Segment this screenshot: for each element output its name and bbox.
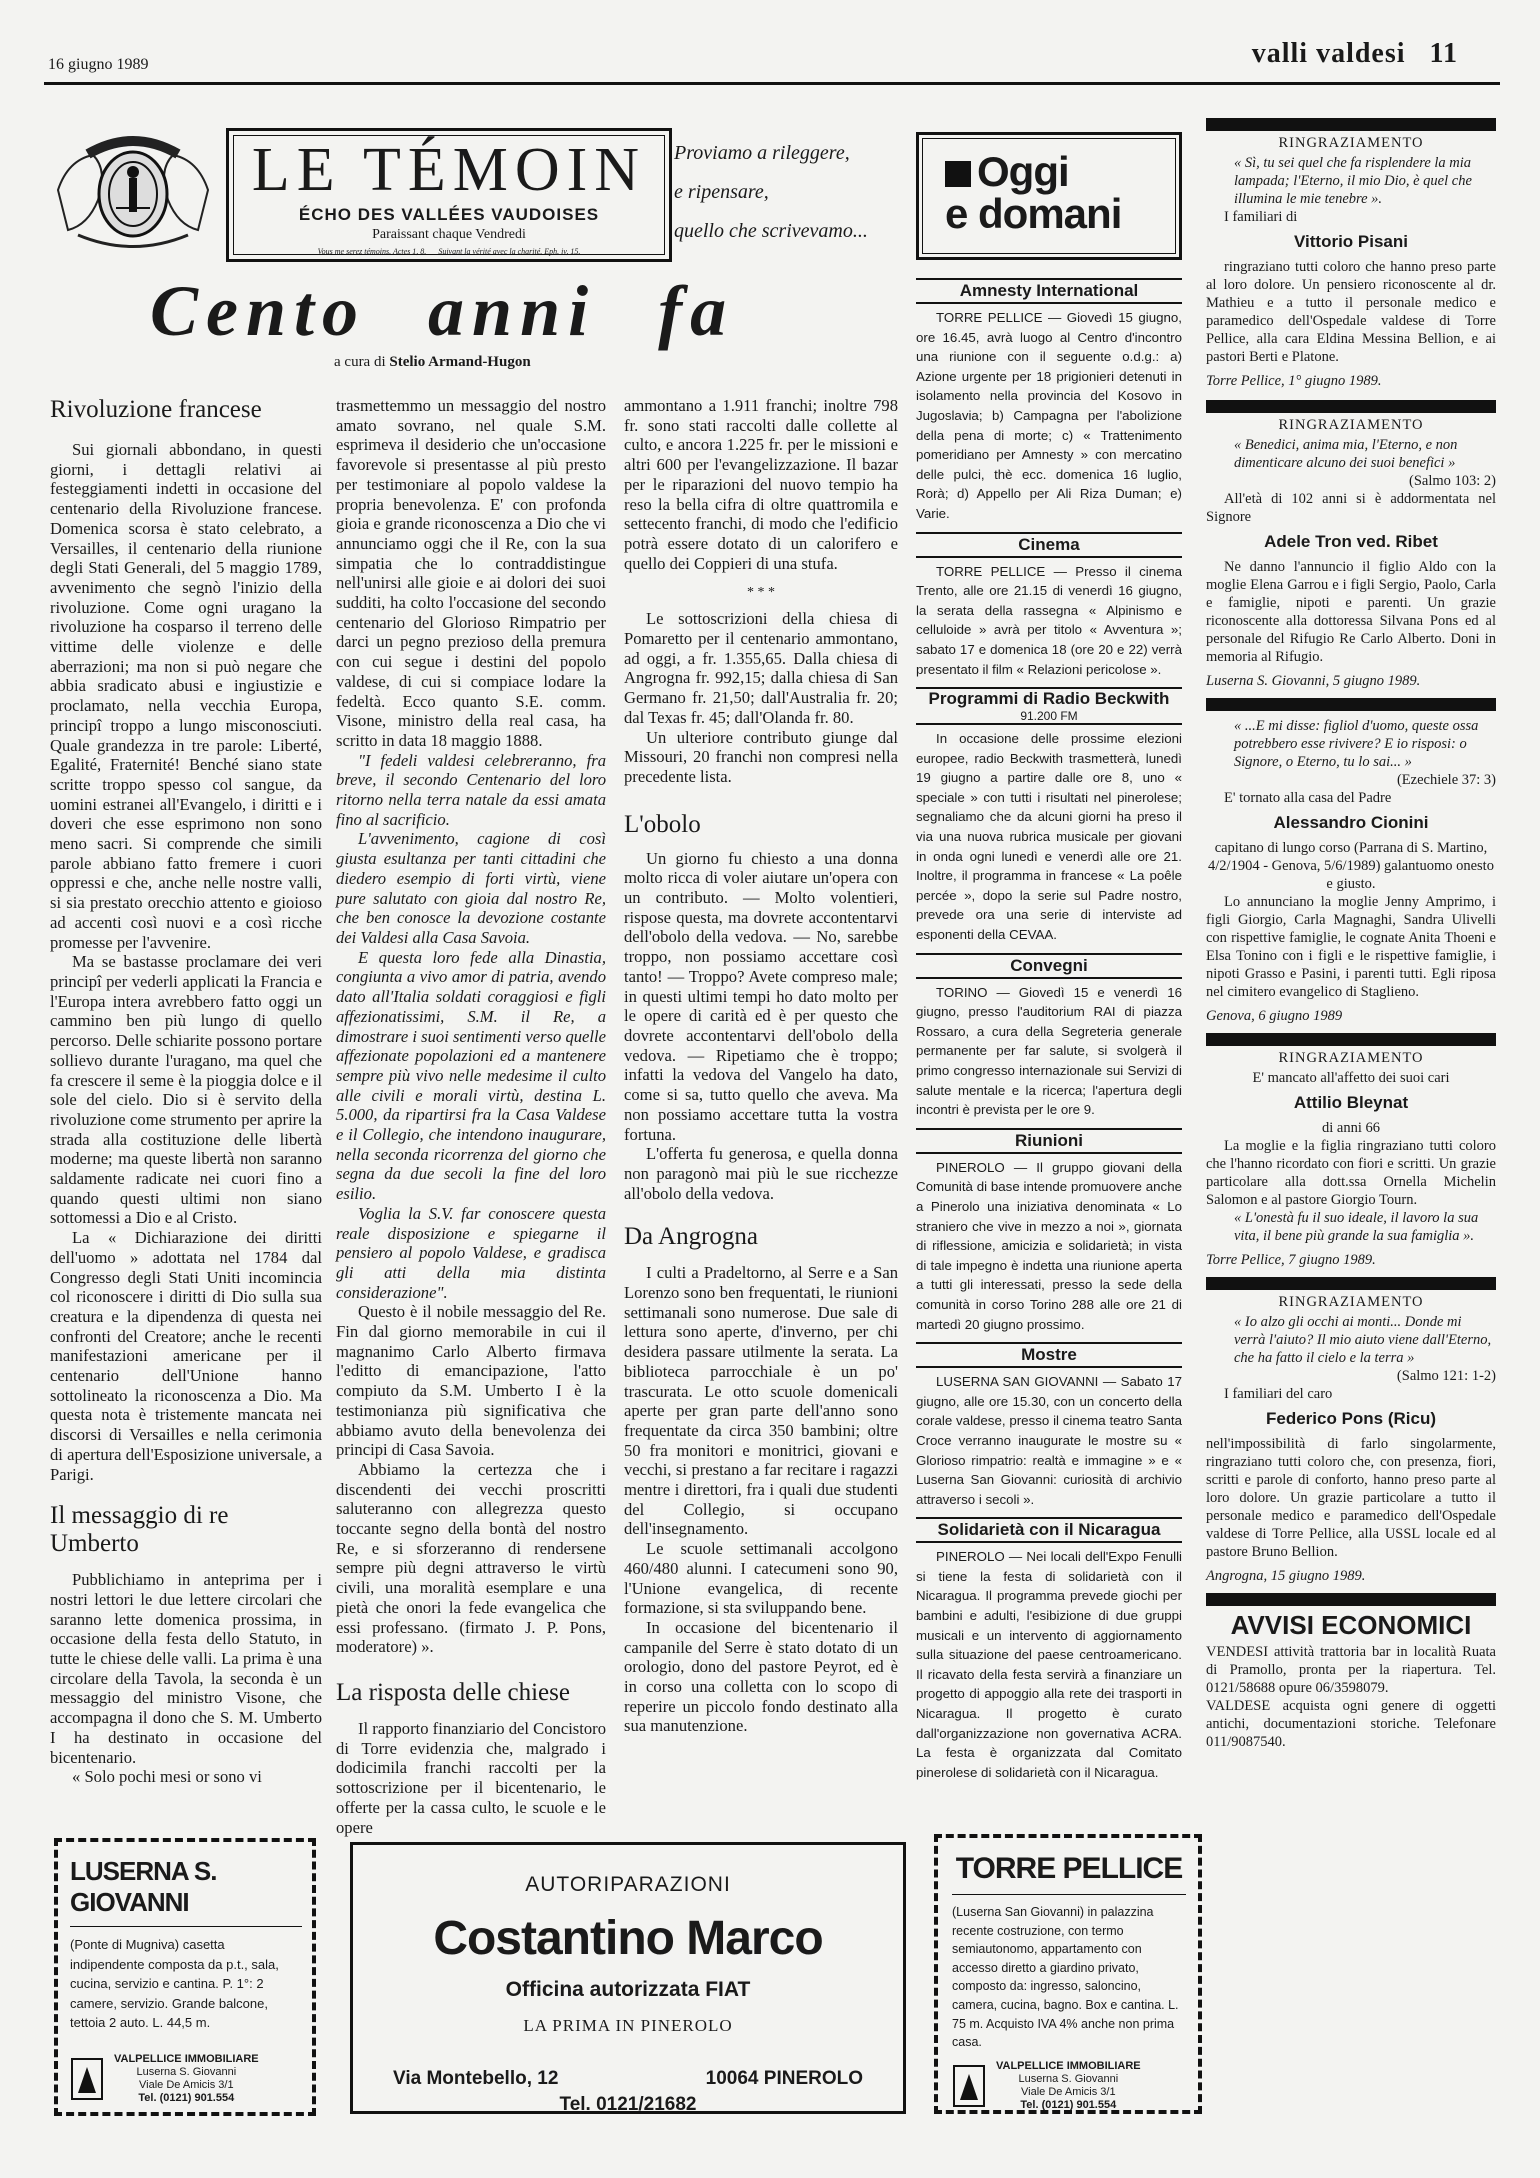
classified-ad: VALDESE acquista ogni genere di oggetti antichi, documentazioni storiche. Telefonare 011/9087540. [1206,1698,1496,1750]
agency-tel: Tel. (0121) 901.554 [1020,2098,1117,2111]
agency-addr2: Viale De Amicis 3/1 [139,2078,234,2091]
byline [334,354,531,371]
notice-signature: Torre Pellice, 7 giugno 1989. [1206,1252,1376,1268]
radio-frequency: 91.200 FM [1020,709,1078,724]
ad-title: LUSERNA S. GIOVANNI [70,1856,217,1917]
temoin-subtitle2: Paraissant chaque Vendredi [372,227,526,242]
ad-rule [952,1894,1186,1895]
notice-bar [1206,1033,1496,1046]
quote-paragraph: "I fedeli valdesi celebreranno, fra breve, il secondo Centenario del loro ritorno nella terra natale da essi amata fino al sacrificio. [336,750,606,829]
le-temoin-masthead [226,128,672,262]
temoin-seal-emblem [48,130,218,258]
notice-bar [1206,1277,1496,1290]
notice-signature: Torre Pellice, 1° giugno 1989. [1206,373,1382,389]
proviamo-line: Proviamo a rileggere, [674,142,850,164]
notice-heading: RINGRAZIAMENTO [1278,1050,1424,1066]
headline: Cento anni fa [150,271,735,351]
notice-intro: E' tornato alla casa del Padre [1224,790,1392,806]
byline-prefix: a cura di [334,354,386,370]
agency-name: VALPELLICE IMMOBILIARE [114,2052,259,2065]
notice-age: di anni 66 [1322,1120,1380,1136]
notice-bar [1206,118,1496,131]
ad-address-row [353,2068,903,2090]
column-2 [336,396,606,1837]
notice-bar [1206,1593,1496,1606]
agency-logo-icon [952,2064,986,2108]
notice-quote: « Benedici, anima mia, l'Eterno, e non dimenticare alcuno dei suoi benefici » [1234,437,1458,471]
article-paragraph: Un ulteriore contributo giunge dal Missouri, 20 franchi non compresi nella precedente lista. [624,727,898,786]
ad-rule [70,1926,302,1927]
event-text: TORRE PELLICE — Giovedì 15 giugno, ore 16.45, avrà luogo al Centro d'incontro una riunione con il seguente o.d.g.: a) Azione urgente per 18 prigionieri detenuti in isolamento nella provincia del Kosovo in Jugoslavia; b) Campagna per l'abolizione della pena di morte; c) « Trattenimento pomeridiano per Amnesty » con mercatino delle pulci, thè ecc. domenica 16 luglio, Rorà; d) Appello per Ali Riza Duman; e) Varie. [916,310,1182,521]
notice-intro: All'età di 102 anni si è addormentata nel Signore [1206,491,1496,525]
notice-heading: RINGRAZIAMENTO [1278,417,1424,433]
agency-block [70,2053,302,2105]
notice-ref: (Ezechiele 37: 3) [1396,772,1496,788]
article-paragraph: I culti a Pradeltorno, al Serre e a San Lorenzo sono ben frequentati, le riunioni settimanali sono numerose. Due sale di lettura sono aperte, d'inverno, per chi desidera passare utilmente la serata. La biblioteca parrocchiale è un po' trascurata. Le otto scuole domenicali aperte per gran parte dell'anno sono frequentate da circa 350 bambini; oltre 50 fra monitori e monitrici, giovani e vecchi, si prestano a far recitare i ragazzi mentre i direttori, fra i quali due studenti del Collegio, si occupano dell'insegnamento. [624,1263,898,1539]
event-heading: Programmi di Radio Beckwith [928,689,1170,709]
agency-info [114,2053,259,2105]
notice-signature: Genova, 6 giugno 1989 [1206,1008,1343,1024]
notice-intro: I familiari di [1224,209,1298,225]
proviamo-line: quello che scrivevamo... [674,220,868,242]
ad-city: 10064 PINEROLO [705,2068,863,2089]
notice-name: Federico Pons (Ricu) [1265,1409,1437,1428]
column-3 [624,396,898,1736]
notice-text: Ne danno l'annuncio il figlio Aldo con la moglie Elena Garrou e i figli Sergio, Paolo, Carla e famiglie, nipoti e parenti. Un grazie riconoscente alla dottoressa Silvana Pons ed al personale del Rifugio Re Carlo Alberto. Doni in memoria al Rifugio. [1206,559,1496,665]
agency-block [952,2060,1186,2112]
event-text: PINEROLO — Il gruppo giovani della Comunità di base intende promuovere anche a Pinerolo una iniziativa denominata « Lo straniero che vive in mezzo a noi », giornata di riflessione, amicizia e solidarietà; in vista di tale impegno è indetta una riunione aperta a tutti gli interessati, presso la sede della comunità in corso Torino 288 alle ore 21 di martedì 20 giugno prossimo. [916,1159,1182,1332]
ad-text: (Ponte di Mugniva) casetta indipendente composta da p.t., sala, cucina, servizio e cantina. P. 1°: 2 camere, servizio. Grande balcone, tettoia 2 auto. L. 44,5 m. [70,1937,279,2031]
ad-tel: Tel. 0121/21682 [559,2094,697,2115]
radio-heading-block [916,687,1182,725]
article-paragraph: trasmettemmo un messaggio del nostro amato sovrano, nel quale S.M. esprimeva il desiderio che un'occasione favorevole si presentasse al più presto per testimoniare al popolo valdese la propria benevolenza. E' con profonda gioia e grande riconoscenza a Dio che vi annunciamo oggi che il Re, con la sua simpatia che lo contraddistingue nell'unirsi alle gioie e ai dolori dei suoi sudditi, ha colto l'occasione del secondo centenario del Glorioso Rimpatrio per darci un pegno prezioso della premura con cui segue i destini del popolo valdese, di cui si compiace lodare la fedeltà. Ecco quanto S.E. comm. Visone, ministro della real casa, ha scritto in data 18 maggio 1888. [336,396,606,750]
event-heading: Solidarietà con il Nicaragua [916,1517,1182,1543]
notice-name: Alessandro Cionini [1273,813,1429,832]
temoin-subtitle: ÉCHO DES VALLÉES VAUDOISES [298,205,600,224]
notice-text: nell'impossibilità di farlo singolarmente, ringraziano tutti coloro che, con presenza, fiori, scritti e parole di conforto, hanno preso parte al loro dolore. Un grazie particolare a tutto il personale medico e paramedico dell'Ospedale valdese di Torre Pellice, alla USSL locale ed al pastore Bruno Bellion. [1206,1436,1496,1560]
notice-intro: E' mancato all'affetto dei suoi cari [1252,1070,1450,1086]
ad-business-name: Costantino Marco [433,1912,823,1965]
article-paragraph: Pubblichiamo in anteprima per i nostri lettori le due lettere circolari che saranno lette domenica prossima, in occasione della festa dello Statuto, in tutte le chiese delle valli. La prima è una circolare della Tavola, la seconda è un messaggio del ministro Visone, che accompagna il dono che S. M. Umberto I ha destinato in occasione del bicentenario. [50,1570,322,1767]
notice-quote: « L'onestà fu il suo ideale, il lavoro la sua vita, il bene più grande la sua famiglia ». [1234,1210,1479,1244]
oggi-e-domani-logo [916,132,1182,260]
event-text: In occasione delle prossime elezioni europee, radio Beckwith trasmetterà, lunedì 19 giugno a partire dalle ore 8, uno « speciale » con tutti i risultati nel pinerolese; segnaliamo che da alcuni giorni ha preso il via una nuova rubrica musicale per giovani in onda ogni lunedì e venerdì alle ore 21. Inoltre, il programma in francese « La poêle percée », dopo la serie sul Padre nostro, prevede ora una serie di interviste ad esponenti della CEVAA. [916,731,1182,943]
quote-paragraph: L'avvenimento, cagione di così giusta esultanza per tanti cittadini che diedero esempio di forti virtù, viene pure salutato con gioia dal nostro Re, che ben conosce la devozione costante dei Valdesi alla Casa Savoia. [336,829,606,947]
notice-quote: « Io alzo gli occhi ai monti... Donde mi verrà l'aiuto? Il mio aiuto viene dall'Eterno, che ha fatto il cielo e la terra » [1234,1314,1492,1366]
event-heading: Riunioni [916,1128,1182,1154]
article-paragraph: Un giorno fu chiesto a una donna molto ricca di voler aiutare un'opera con un contributo. — Molto volentieri, rispose questa, ma dovrete accontentarvi dell'obolo della vedova. — No, sarebbe troppo, non possiamo accettare così tanto! — Troppo? Avete compreso male; in questi ultimi tempi ho dato molto per le opere di carità ed è per questo che dovrete accontentarvi dell'obolo della vedova. — Ripetiamo che è troppo; infatti la vedova del Vangelo ha dato, come si sa, tutto quello che aveva. Ma non possiamo accettare tutta la vostra fortuna. [624,848,898,1144]
temoin-foot-left: Vous me serez témoins. Actes 1, 8. [317,247,427,256]
publication-name: valli valdesi [1251,38,1406,69]
quote-paragraph: E questa loro fede alla Dinastia, congiunta a vivo amor di patria, avendo dato all'Italia soldati coraggiosi e figli affezionatissimi, S.M. il Re, a dimostrare i suoi sentimenti verso quelle affezionate popolazioni ed a mantenere sempre più vivo nelle medesime il culto alle civili e morali virtù, destina L. 5.000, da ripartirsi fra la Casa Valdese e il Collegio, che intendono inaugurare, nella seconda ricorrenza del giorno che segna da due secoli la fine del loro esilio. [336,947,606,1204]
ad-costantino [350,1842,906,2114]
article-paragraph: Questo è il nobile messaggio del Re. Fin dal giorno memorabile in cui il magnanimo Carlo Alberto firmava l'editto di emancipazione, l'atto compiuto da S.M. Umberto I è la testimonianza più significativa che abbiamo avuto della benevolenza dei principi di Casa Savoia. [336,1302,606,1460]
agency-addr2: Viale De Amicis 3/1 [1021,2085,1116,2098]
article-paragraph: Ma se bastasse proclamare dei veri principî per vederli applicati la Francia e l'Europa intera avrebbero fatto oggi un cammino ben più lungo di quello percorso. Delle schiarite possono portare sollievo durante l'uragano, ma quel che fa crescere il seme è la pioggia dolce e il sole del cielo. Dio si è servito della rivoluzione come strumento per aprire la strada alla costituzione delle libertà moderne; ma queste libertà non saranno saldamente radicate nei cuori fino a quando questi ultimi non siano sottomessi a Dio e al Cristo. [50,952,322,1228]
byline-name: Stelio Armand-Hugon [389,354,531,370]
ad-address: Via Montebello, 12 [393,2068,559,2089]
oggi-title2: e domani [945,190,1122,237]
ad-sub2: LA PRIMA IN PINEROLO [523,2016,733,2035]
section-title-angrogna: Da Angrogna [624,1223,758,1251]
header-rule [44,82,1500,85]
notice-text: La moglie e la figlia ringraziano tutti coloro che l'hanno ricordato con fiori e scritti. Un grazie particolare alla dott.ssa Ornella Michelin Salomon e al pastore Giorgio Tourn. [1206,1138,1496,1208]
notice-intro: I familiari del caro [1224,1386,1333,1402]
notice-ref: (Salmo 121: 1-2) [1396,1368,1496,1384]
agency-name: VALPELLICE IMMOBILIARE [996,2059,1141,2072]
agency-addr1: Luserna S. Giovanni [1018,2072,1119,2085]
agency-addr1: Luserna S. Giovanni [136,2065,237,2078]
article-paragraph: La « Dichiarazione dei diritti dell'uomo » adottata nel 1784 dal Congresso degli Stati Uniti incomincia col riconoscere i diritti di Dio sulla sua creatura e la dipendenza di questa nei confronti del Creatore; anche le recenti manifestazioni americane per il centenario dell'Unione hanno sottolineato la riconoscenza a Dio. Ma questa nota è tristemente mancata nei discorsi di Versailles e nella cerimonia di apertura dell'Esposizione universale, a Parigi. [50,1228,322,1484]
classified-ad: VENDESI attività trattoria bar in località Ruata di Pramollo, pronta per la riapertura. Tel. 0121/58688 opure 06/3598079. [1206,1644,1496,1696]
agency-tel: Tel. (0121) 901.554 [138,2091,235,2104]
notice-ref: (Salmo 103: 2) [1409,473,1496,489]
event-heading: Convegni [916,953,1182,979]
article-paragraph: « Solo pochi mesi or sono vi [72,1767,262,1787]
page-date: 16 giugno 1989 [48,56,149,73]
agency-logo-icon [70,2057,104,2101]
ad-title: TORRE PELLICE [955,1852,1183,1885]
article-paragraph: Le scuole settimanali accolgono 460/480 alunni. I catecumeni sono 90, l'Unione evangelica, di recente formazione, si sta sviluppando bene. [624,1539,898,1618]
column-5-notices [1206,118,1496,1751]
agency-info [996,2060,1141,2112]
ad-luserna [54,1838,316,2116]
notice-signature: Angrogna, 15 giugno 1989. [1206,1568,1366,1584]
notice-signature: Luserna S. Giovanni, 5 giugno 1989. [1206,673,1421,689]
notice-bar [1206,698,1496,711]
notice-quote: « Sì, tu sei quel che fa risplendere la mia lampada; l'Eterno, il mio Dio, è quel che illumina le mie tenebre ». [1234,155,1472,207]
notice-name: Adele Tron ved. Ribet [1264,532,1438,551]
oggi-title: Oggi [977,148,1069,195]
event-heading: Amnesty International [916,278,1182,304]
proviamo-line: e ripensare, [674,181,769,203]
column-4-events [916,278,1182,1782]
notice-info: capitano di lungo corso (Parrana di S. Martino, 4/2/1904 - Genova, 5/6/1989) galantuomo onesto e giusto. [1208,840,1494,892]
section-title-messaggio: Il messaggio di re Umberto [50,1502,229,1558]
section-title-obolo: L'obolo [624,810,701,838]
article-paragraph: Il rapporto finanziario del Concistoro di Torre evidenzia che, malgrado i dodicimila franchi raccolti per la sottoscrizione per il bicentenario, le offerte per la cassa culto, le scuole e le opere [336,1719,606,1837]
oggi-square-icon [945,161,971,187]
event-heading: Cinema [916,532,1182,558]
ad-category: AUTORIPARAZIONI [525,1873,731,1896]
notice-text: Lo annunciano la moglie Jenny Amprimo, i figli Giorgio, Carla Magnaghi, Sandra Ulivelli con rispettive famiglie, le cognate Anita Thoeni e Elsa Tonino con i figli e le rispettive famiglie, i nipoti Grasso e Pasini, i parenti tutti. Egli riposa nel cimitero evangelico di Staglieno. [1206,894,1496,1000]
ad-sub: Officina autorizzata FIAT [505,1978,751,2001]
notice-name: Vittorio Pisani [1294,232,1408,251]
article-paragraph: Abbiamo la certezza che i discendenti dei vecchi proscritti saluteranno con allegrezza questo toccante segno della bontà del nostro Re, e si sforzeranno di rendersene sempre più degni attraverso le virtù civili, una moralità esemplare e una pietà che onori la fede evangelica che essi professano. (firmato J. P. Pons, moderatore) ». [336,1459,606,1657]
notice-bar [1206,400,1496,413]
temoin-title: LE TÉMOIN [251,136,647,204]
avvisi-heading: AVVISI ECONOMICI [1230,1610,1472,1640]
article-paragraph: ammontano a 1.911 franchi; inoltre 798 fr. sono stati raccolti dalle collette al culto, e ancora 1.225 fr. per le missioni e altri 600 per l'evangelizzazione. Il bazar per le riparazioni del nuovo tempio ha reso la bella cifra di oltre quattromila e settecento franchi, di modo che l'edificio potrà essere dotato di un calorifero e quello dei Coppieri di una stufa. [624,396,898,573]
article-paragraph: Sui giornali abbondano, in questi giorni, i dettagli relativi ai festeggiamenti indetti in occasione del centenario della Rivoluzione francese. Domenica scorsa è stato celebrato, a Versailles, il centenario della riunione degli Stati Generali, del 5 maggio 1789, avvenimento che segnò l'inizio della rivoluzione. Come ogni uragano la rivoluzione ha cosparso il terreno delle vittime delle violenze e delle aberrazioni; ma non si può negare che abbia sradicato abusi e ingiustizie e proclamato, nella vecchia Europa, principî troppo a lungo misconosciuti. Quale grandezza in tre parole: Liberté, Egalité, Fraternité! Benché siano state scritte troppo spesso col sangue, da uomini estranei all'Evangelo, i diritti e i doveri che esse esprimono non sono meno sacri. Si comprende che simili parole abbiano fatto fremere i cuori oppressi e che, anche nelle nostre valli, si sia prestato orecchio attento e gioioso ad accenti così nuovi e a così ricche promesse per l'avvenire. [50,440,322,952]
article-paragraph: Le sottoscrizioni della chiesa di Pomaretto per il centenario ammontano, ad oggi, a fr. 1.355,65. Dalla chiesa di Angrogna fr. 992,15; dalla chiesa di San Germano fr. 21,50; dall'Australia fr. 20; dal Texas fr. 45; dall'Olanda fr. 80. [624,609,898,727]
event-text: LUSERNA SAN GIOVANNI — Sabato 17 giugno, alle ore 15.30, con un concerto della corale valdese, presso il cinema teatro Santa Croce verranno inaugurate le mostre su « Glorioso rimpatrio: realtà e immagine » e « Luserna San Giovanni: curiosità di archivio attraverso i secoli ». [916,1374,1182,1507]
article-paragraph: L'offerta fu generosa, e quella donna non paragonò mai più le sue ricchezze all'obolo della vedova. [624,1144,898,1203]
ad-torre-pellice [934,1834,1202,2114]
section-divider-stars: * * * [747,585,775,601]
event-text: PINEROLO — Nei locali dell'Expo Fenulli si tiene la festa di solidarietà con il Nicaragua. Il programma prevede giochi per bambini e adulti, l'esibizione di due gruppi musicali e un intervento di aggiornamento sulla situazione del paese centroamericano. Il ricavato della festa servirà a finanziare un progetto di appoggio alla rete dei trasporti in Nicaragua. Il progetto è curato dall'organizzazione non governativa ACRA. La festa è organizzata dal Comitato pinerolese di solidarietà con il Nicaragua. [916,1549,1182,1780]
column-1 [50,396,322,1787]
proviamo-motto [674,134,904,251]
event-text: TORINO — Giovedì 15 e venerdì 16 giugno, presso l'auditorium RAI di piazza Rossaro, a cura della Segreteria generale permanente per far salute, si svolgerà il primo congresso internazionale sui Servizi di salute mentale e la ricerca; l'apertura degli incontri è prevista per le ore 9. [916,984,1182,1118]
notice-heading: RINGRAZIAMENTO [1278,1294,1424,1310]
notice-quote: « ...E mi disse: figliol d'uomo, queste ossa potrebbero esse rivivere? E io risposi: o Signore, o Eterno, tu lo sai... » [1234,718,1479,770]
notice-heading: RINGRAZIAMENTO [1278,135,1424,151]
notice-name: Attilio Bleynat [1293,1093,1409,1112]
section-title-risposta: La risposta delle chiese [336,1679,570,1706]
article-paragraph: In occasione del bicentenario il campanile del Serre è stato dotato di un orologio, dono del pastore Peyrot, ed è in corso una colletta con lo scopo di reperire un piccolo fondo destinato alla sua manutenzione. [624,1617,898,1736]
temoin-foot-right: Suivant la vérité avec la charité. Eph. iv, 15. [438,247,581,256]
section-title-rivoluzione: Rivoluzione francese [50,396,262,423]
publication-header [1252,38,1458,70]
page-number: 11 [1429,38,1458,69]
event-text: TORRE PELLICE — Presso il cinema Trento, alle ore 21.15 di venerdì 16 giugno, la serata della rassegna « Alpinismo e celluloide » avrà per titolo « Avventura »; sabato 17 e domenica 18 (ore 20 e 22) verrà presentato il film « Relazioni pericolose ». [916,563,1182,677]
quote-paragraph: Voglia la S.V. far conoscere questa reale disposizione e spiegarne il pensiero al popolo Valdese, e gradisca gli atti della mia distinta considerazione". [336,1203,606,1302]
event-heading: Mostre [916,1342,1182,1368]
temoin-footer [229,247,669,256]
notice-text: ringraziano tutti coloro che hanno preso parte al loro dolore. Un pensiero riconoscente al dr. Mathieu e a tutto il personale medico e paramedico dell'Ospedale valdese di Torre Pellice, alla cara Eldina Messina Bellion, e ai pastori Berti e Platone. [1206,259,1496,365]
ad-text: (Luserna San Giovanni) in palazzina recente costruzione, con termo semiautonomo, appartamento con accesso diretto a giardino privato, composto da: ingresso, saloncino, camera, cucina, bagno. Box e cantina. L. 75 m. Acquisto IVA 4% anche non prima casa. [952,1905,1179,2050]
